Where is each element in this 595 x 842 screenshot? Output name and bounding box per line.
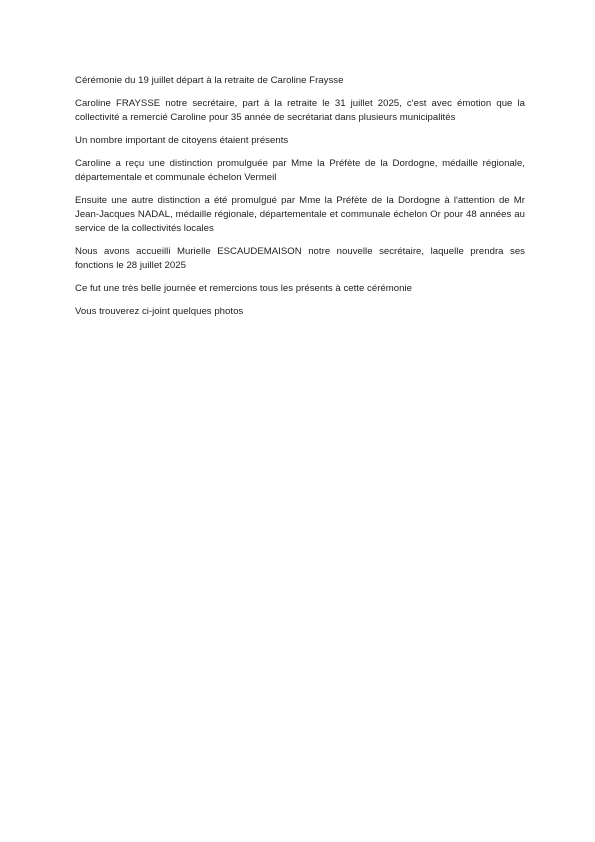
attendance-paragraph: Un nombre important de citoyens étaient présents bbox=[75, 135, 289, 146]
photos-paragraph: Vous trouverez ci-joint quelques photos bbox=[75, 306, 244, 317]
distinction-nadal-paragraph: Ensuite une autre distinction a été promulgué par Mme la Préfète de la Dordogne à l'attention de Mr Jean-Jacques NADAL, médaille régionale, départementale et communale échelon Or pour 48 années au service de la collectivités locales bbox=[75, 195, 525, 234]
ceremony-title: Cérémonie du 19 juillet départ à la retraite de Caroline Fraysse bbox=[75, 75, 344, 86]
thanks-paragraph: Ce fut une très belle journée et remercions tous les présents à cette cérémonie bbox=[75, 283, 413, 294]
new-secretary-paragraph: Nous avons accueilli Murielle ESCAUDEMAISON notre nouvelle secrétaire, laquelle prendra ses fonctions le 28 juillet 2025 bbox=[75, 246, 525, 271]
document-body bbox=[75, 74, 525, 319]
distinction-caroline-paragraph: Caroline a reçu une distinction promulguée par Mme la Préfète de la Dordogne, médaille régionale, départementale et communale échelon Vermeil bbox=[75, 158, 525, 183]
retirement-paragraph: Caroline FRAYSSE notre secrétaire, part à la retraite le 31 juillet 2025, c'est avec émotion que la collectivité a remercié Caroline pour 35 année de secrétariat dans plusieurs municipalités bbox=[75, 98, 525, 123]
